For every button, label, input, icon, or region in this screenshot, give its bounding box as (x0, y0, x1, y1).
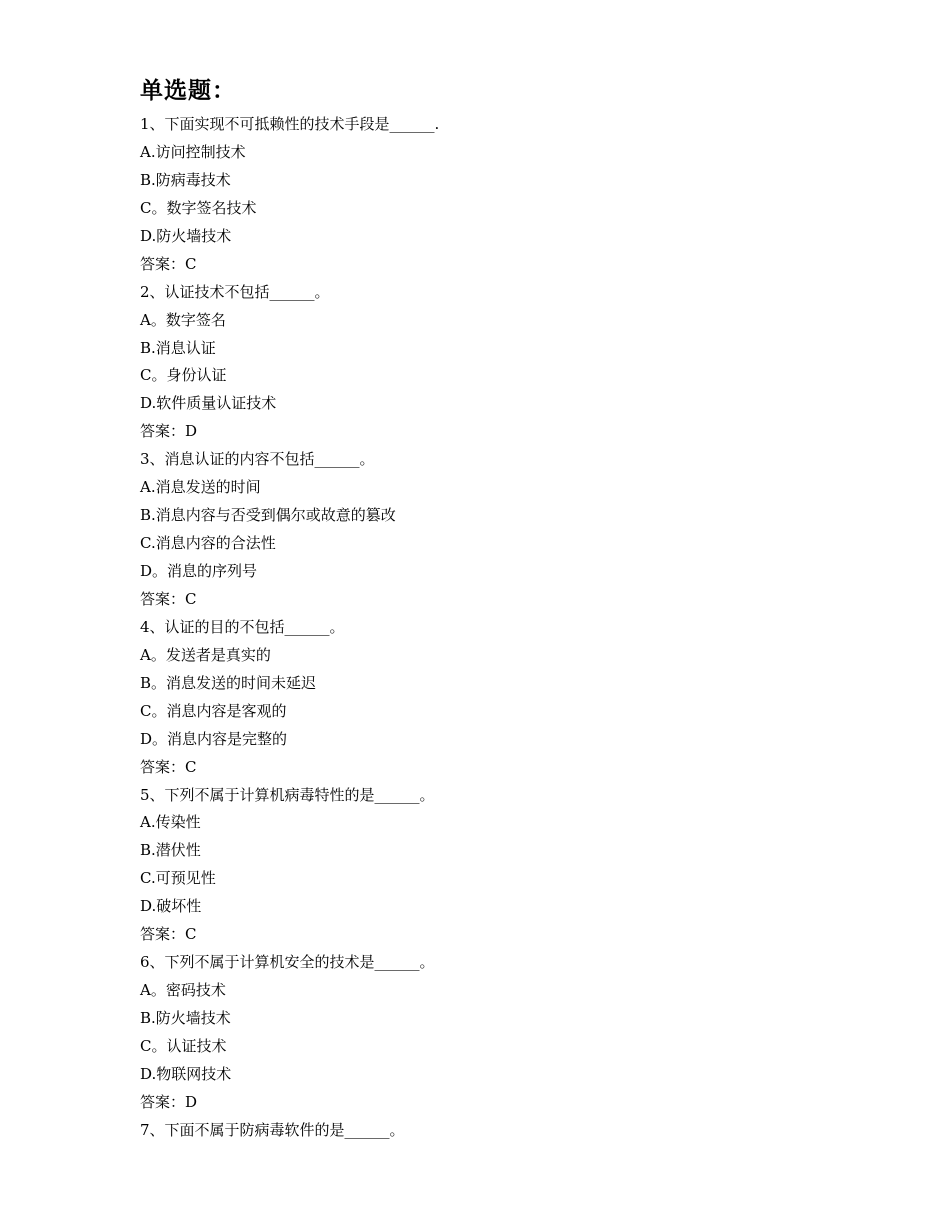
option-b: B.消息认证 (140, 338, 216, 357)
answer-line: 答案：C (140, 757, 197, 776)
section-heading: 单选题： (140, 78, 236, 104)
question-stem: 5、下列不属于计算机病毒特性的是______。 (140, 785, 435, 804)
question-2 (140, 279, 840, 447)
option-a: A.传染性 (140, 813, 201, 832)
question-stem: 3、消息认证的内容不包括______。 (140, 450, 375, 469)
option-d: D.防火墙技术 (140, 226, 232, 245)
answer-line: 答案：D (140, 1092, 198, 1111)
question-4 (140, 614, 840, 782)
option-d: D.物联网技术 (140, 1064, 232, 1083)
option-b: B.防火墙技术 (140, 1009, 231, 1027)
option-c: C。认证技术 (140, 1036, 227, 1055)
question-5 (140, 782, 840, 950)
option-a: A。密码技术 (140, 981, 226, 1000)
option-c: C.消息内容的合法性 (140, 534, 276, 553)
option-a: A.消息发送的时间 (140, 478, 261, 497)
option-a: A。数字签名 (140, 310, 226, 329)
option-c: C。数字签名技术 (140, 198, 257, 217)
question-3 (140, 446, 840, 614)
answer-line: 答案：D (140, 422, 198, 441)
answer-line: 答案：C (140, 925, 197, 944)
option-c: C.可预见性 (140, 869, 216, 888)
option-d: D.软件质量认证技术 (140, 394, 277, 413)
option-c: C。消息内容是客观的 (140, 701, 287, 720)
question-stem: 7、下面不属于防病毒软件的是______。 (140, 1120, 405, 1139)
option-b: B.防病毒技术 (140, 170, 231, 189)
option-a: A.访问控制技术 (140, 142, 246, 161)
option-d: D。消息内容是完整的 (140, 729, 288, 748)
option-b: B。消息发送的时间未延迟 (140, 673, 317, 692)
question-1 (140, 111, 840, 279)
answer-line: 答案：C (140, 254, 197, 273)
option-a: A。发送者是真实的 (140, 645, 271, 664)
answer-line: 答案：C (140, 589, 197, 608)
option-d: D.破坏性 (140, 897, 202, 916)
question-stem: 2、认证技术不包括______。 (140, 282, 330, 301)
option-b: B.潜伏性 (140, 841, 201, 860)
option-b: B.消息内容与否受到偶尔或故意的篡改 (140, 506, 396, 525)
option-c: C。身份认证 (140, 366, 227, 385)
question-6 (140, 949, 840, 1117)
question-7 (140, 1117, 840, 1145)
question-stem: 4、认证的目的不包括______。 (140, 617, 345, 636)
option-d: D。消息的序列号 (140, 562, 258, 580)
question-stem: 1、下面实现不可抵赖性的技术手段是______. (140, 115, 440, 133)
question-list (140, 111, 840, 1145)
question-stem: 6、下列不属于计算机安全的技术是______。 (140, 953, 435, 972)
